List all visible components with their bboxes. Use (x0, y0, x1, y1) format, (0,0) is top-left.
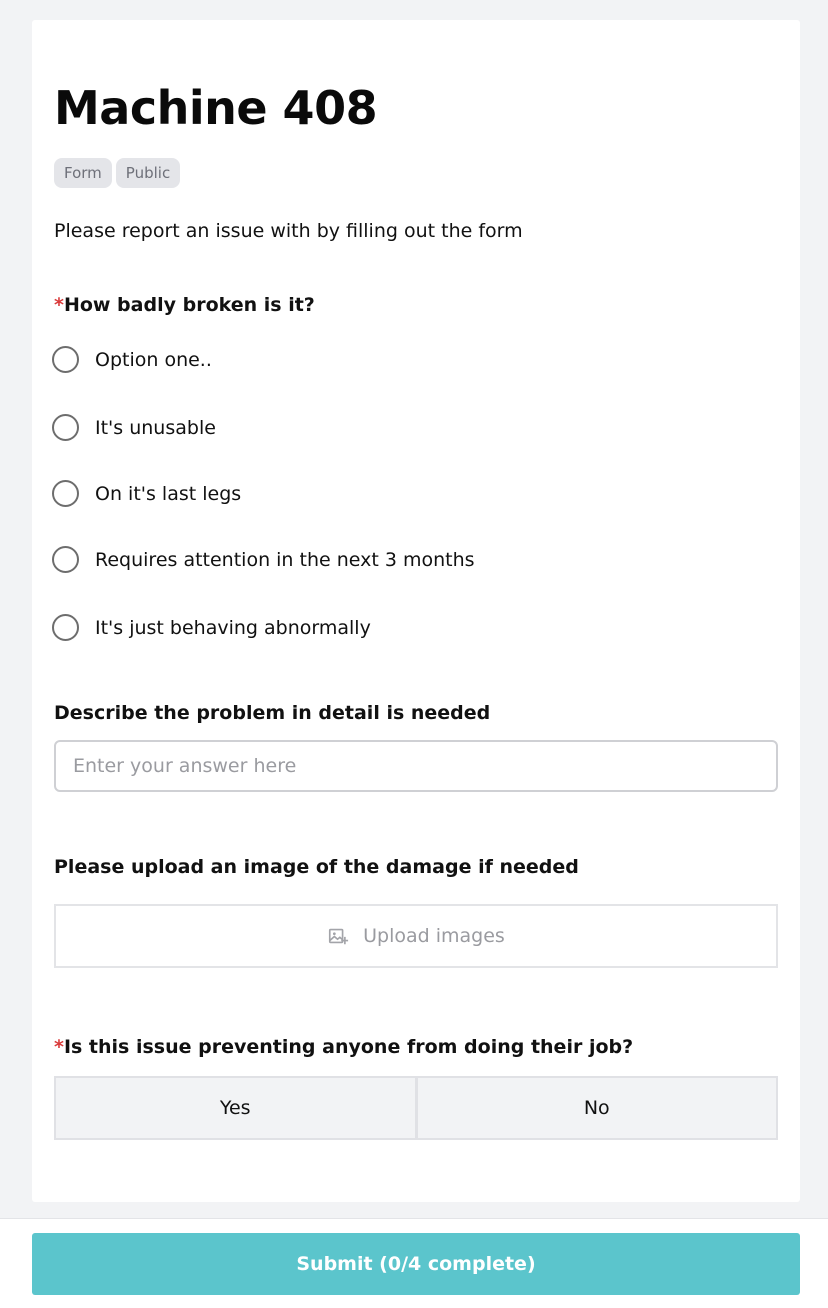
radio-option-4[interactable] (52, 546, 475, 573)
radio-button[interactable] (52, 614, 79, 641)
question-label-severity (54, 292, 315, 318)
question-text: How badly broken is it? (63, 294, 315, 316)
image-add-icon (327, 925, 349, 947)
radio-button[interactable] (52, 480, 79, 507)
question-label-blocking (54, 1034, 633, 1060)
answer-input[interactable] (54, 740, 778, 792)
radio-button[interactable] (52, 546, 79, 573)
question-label-upload: Please upload an image of the damage if needed (54, 856, 579, 878)
radio-label: Requires attention in the next 3 months (95, 548, 475, 571)
radio-button[interactable] (52, 414, 79, 441)
page-title: Machine 408 (54, 81, 378, 135)
required-marker: * (54, 1036, 64, 1058)
form-description: Please report an issue with by filling out the form (54, 220, 523, 242)
yes-button[interactable]: Yes (56, 1078, 415, 1138)
radio-label: It's unusable (95, 416, 216, 439)
radio-option-2[interactable] (52, 414, 216, 441)
radio-label: It's just behaving abnormally (95, 616, 371, 639)
radio-button[interactable] (52, 346, 79, 373)
yes-no-toggle (54, 1076, 778, 1140)
form-card (32, 20, 800, 1202)
radio-option-5[interactable] (52, 614, 371, 641)
question-text: Is this issue preventing anyone from doing their job? (63, 1036, 634, 1058)
required-marker: * (54, 294, 64, 316)
radio-label: Option one.. (95, 348, 212, 371)
radio-option-3[interactable] (52, 480, 241, 507)
radio-label: On it's last legs (95, 482, 242, 505)
tag-public: Public (116, 158, 180, 188)
radio-option-1[interactable] (52, 346, 212, 373)
upload-images-button[interactable] (54, 904, 778, 968)
tag-form: Form (54, 158, 112, 188)
tag-list (54, 158, 180, 188)
no-button[interactable]: No (418, 1078, 777, 1138)
question-label-description: Describe the problem in detail is needed (54, 702, 491, 724)
upload-label: Upload images (363, 925, 505, 947)
footer-bar (0, 1218, 828, 1308)
submit-button[interactable]: Submit (0/4 complete) (32, 1233, 800, 1295)
